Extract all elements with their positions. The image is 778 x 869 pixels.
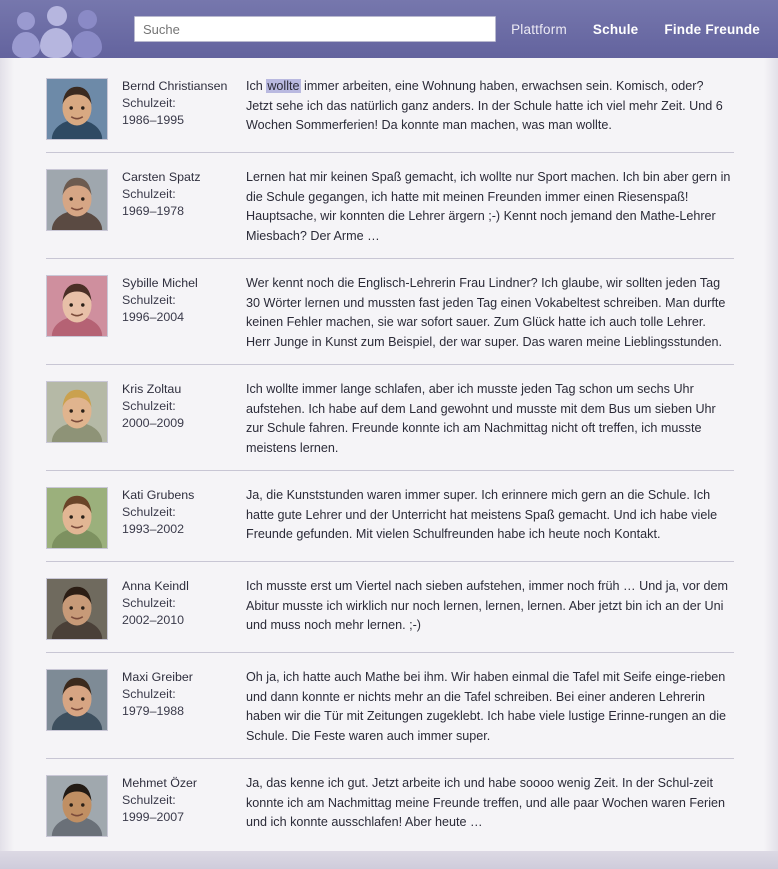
post-text-body: Oh ja, ich hatte auch Mathe bei ihm. Wir haben einmal die Tafel mit Seife einge-rieben und dann konnte er nichts mehr an die Tafel schreiben. Bei einer anderen Lehrerin haben wir die Tür mit Zeitungen zugeklebt. Ich habe viele lustige Erinne-rungen an die Schule. Die Feste waren auch immer super.: [246, 670, 727, 743]
site-header: [0, 0, 778, 58]
post-text: [246, 485, 734, 545]
post-text-body: Ich musste erst um Viertel nach sieben aufstehen, immer noch früh … Und ja, vor dem Abitur musste ich wirklich nur noch lernen, lernen, lernen. Aber jetzt bin ich an der Uni und muss noch mehr lernen. ;-): [246, 579, 729, 632]
post-schulzeit-years: 1979–1988: [122, 704, 185, 718]
post-author-name[interactable]: Kris Zoltau: [122, 382, 182, 396]
post-item: [46, 471, 734, 562]
avatar-bernd[interactable]: [46, 78, 108, 140]
post-schulzeit-label: Schulzeit:: [122, 96, 176, 110]
search-box[interactable]: [134, 16, 496, 42]
post-schulzeit-years: 2000–2009: [122, 416, 185, 430]
footer-bar: [0, 851, 778, 869]
avatar-carsten[interactable]: [46, 169, 108, 231]
post-meta: [108, 76, 246, 129]
page-shadow-left: [0, 58, 14, 869]
avatar-maxi[interactable]: [46, 669, 108, 731]
post-meta: [108, 773, 246, 826]
post-schulzeit-years: 1969–1978: [122, 204, 185, 218]
post-author-name[interactable]: Mehmet Özer: [122, 776, 198, 790]
post-author-name[interactable]: Carsten Spatz: [122, 170, 201, 184]
avatar-anna[interactable]: [46, 578, 108, 640]
post-schulzeit-label: Schulzeit:: [122, 293, 176, 307]
post-item: [46, 759, 734, 849]
post-schulzeit-label: Schulzeit:: [122, 187, 176, 201]
search-input[interactable]: [134, 16, 496, 42]
post-schulzeit-label: Schulzeit:: [122, 505, 176, 519]
post-item: [46, 259, 734, 365]
post-text: [246, 576, 734, 636]
post-item: [46, 153, 734, 259]
post-meta: [108, 576, 246, 629]
avatar-sybille[interactable]: [46, 275, 108, 337]
post-schulzeit-years: 2002–2010: [122, 613, 185, 627]
post-meta: [108, 273, 246, 326]
post-author-name[interactable]: Maxi Greiber: [122, 670, 193, 684]
post-schulzeit-label: Schulzeit:: [122, 687, 176, 701]
post-text-body: Ich wollte immer lange schlafen, aber ich musste jeden Tag schon um sechs Uhr aufstehen. Ich habe auf dem Land gewohnt und musste mit dem Bus um sieben Uhr zur Schule fahren. Freunde konnte ich am Nachmittag nicht oft treffen, ich musste meistens lernen.: [246, 382, 716, 455]
post-author-name[interactable]: Kati Grubens: [122, 488, 195, 502]
post-text: [246, 76, 734, 136]
post-meta: [108, 379, 246, 432]
post-text: [246, 773, 734, 833]
post-text-body: Ja, die Kunststunden waren immer super. Ich erinnere mich gern an die Schule. Ich hatte gute Lehrer und der Unterricht hat meistens Spaß gemacht. Und ich habe viele Freunde gefunden. Mit vielen Schulfreunden habe ich heute noch Kontakt.: [246, 488, 718, 541]
post-author-name[interactable]: Anna Keindl: [122, 579, 189, 593]
nav-plattform[interactable]: Plattform: [511, 21, 567, 37]
nav-schule[interactable]: Schule: [592, 21, 639, 37]
post-meta: [108, 167, 246, 220]
post-text: [246, 379, 734, 458]
post-schulzeit-years: 1999–2007: [122, 810, 185, 824]
post-item: [46, 562, 734, 653]
post-item: [46, 365, 734, 471]
post-author-name[interactable]: Bernd Christiansen: [122, 79, 228, 93]
post-text-body: Lernen hat mir keinen Spaß gemacht, ich wollte nur Sport machen. Ich bin aber gern in die Schule gegangen, ich hatte mit meinen Freunden immer einen Riesenspaß! Hauptsache, wir konnten die Lehrer ärgern ;-) Kennt noch jemand den Mathe-Lehrer Miesbach? Der Arme …: [246, 170, 731, 243]
post-meta: [108, 667, 246, 720]
post-text: [246, 167, 734, 246]
avatar-kris[interactable]: [46, 381, 108, 443]
post-text: [246, 667, 734, 746]
post-list: [14, 62, 764, 849]
post-schulzeit-years: 1993–2002: [122, 522, 185, 536]
post-text-before: Ich: [246, 79, 267, 93]
nav-finde-freunde[interactable]: Finde Freunde: [664, 21, 760, 37]
post-schulzeit-label: Schulzeit:: [122, 596, 176, 610]
post-text-body: Ja, das kenne ich gut. Jetzt arbeite ich und habe soooo wenig Zeit. In der Schul-zeit konnte ich am Nachmittag meine Freunde treffen, und alle paar Wochen waren Ferien und ich konnte ausschlafen! Aber heute …: [246, 776, 726, 829]
post-author-name[interactable]: Sybille Michel: [122, 276, 198, 290]
people-logo-icon: [10, 6, 106, 52]
post-schulzeit-label: Schulzeit:: [122, 399, 176, 413]
post-text-body: Wer kennt noch die Englisch-Lehrerin Frau Lindner? Ich glaube, wir sollten jeden Tag 30 Wörter lernen und mussten fast jeden Tag einen Vokabeltest schreiben. Man durfte keinen Fehler machen, sie war sofort sauer. Zum Glück hatte ich auch tolle Lehrer. Herr Junge in Kunst zum Beispiel, der war super. Das waren meine Lieblingsstunden.: [246, 276, 726, 349]
post-text: [246, 273, 734, 352]
post-schulzeit-label: Schulzeit:: [122, 793, 176, 807]
post-item: [46, 653, 734, 759]
post-schulzeit-years: 1986–1995: [122, 113, 185, 127]
content-area: [0, 58, 778, 869]
post-text-highlight: wollte: [267, 79, 300, 93]
page-shadow-right: [764, 58, 778, 869]
avatar-kati[interactable]: [46, 487, 108, 549]
post-meta: [108, 485, 246, 538]
avatar-mehmet[interactable]: [46, 775, 108, 837]
post-schulzeit-years: 1996–2004: [122, 310, 185, 324]
main-nav: [511, 22, 764, 37]
post-item: [46, 62, 734, 153]
post-text-after: immer arbeiten, eine Wohnung haben, erwachsen sein. Komisch, oder? Jetzt sehe ich das natürlich ganz anders. In der Schule hatte ich viel mehr Zeit. Und 6 Wochen Sommerferien! Da konnte man machen, was man wollte.: [246, 79, 723, 132]
